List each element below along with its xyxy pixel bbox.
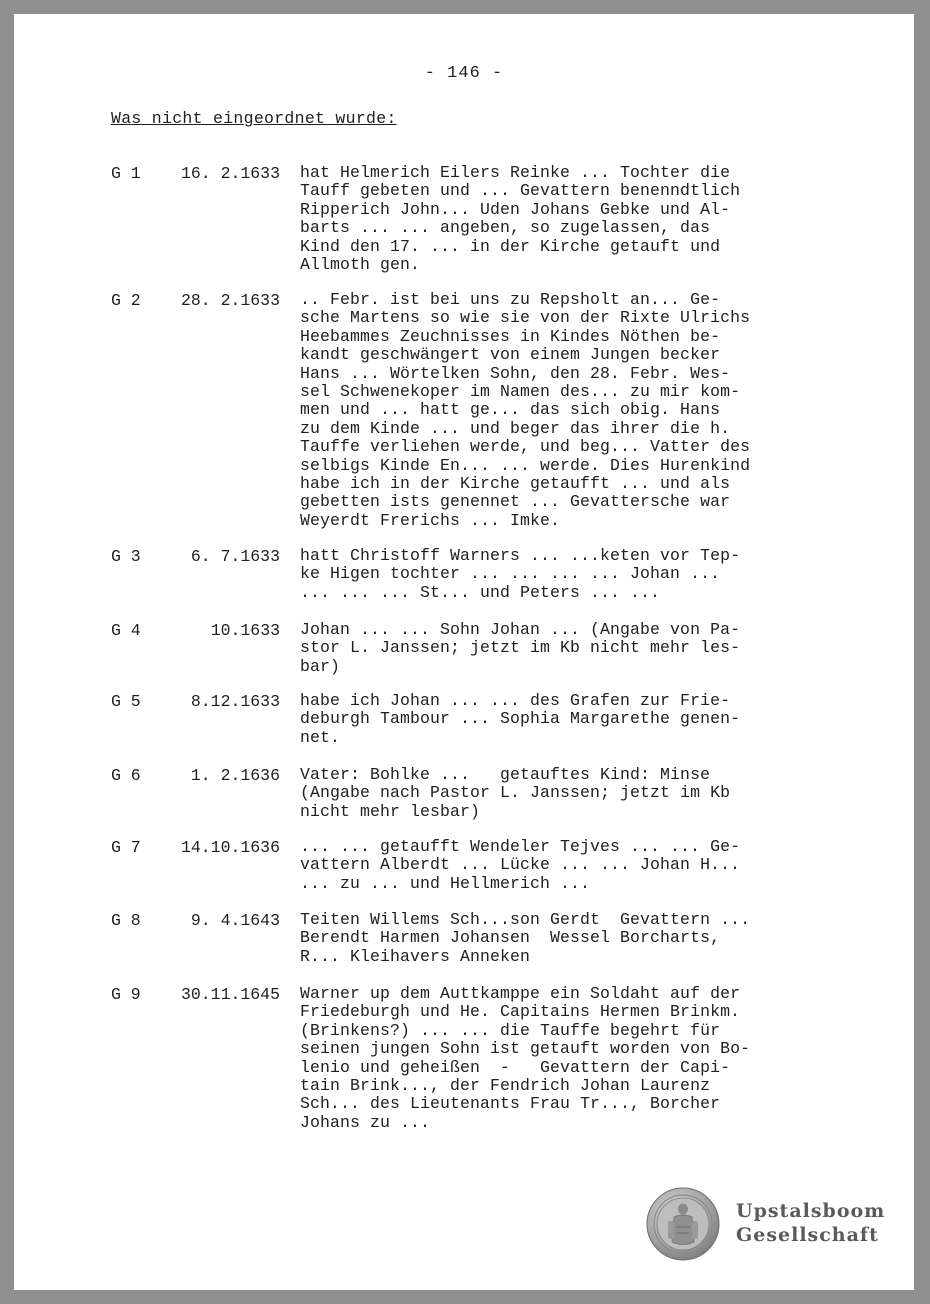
text-line: (Angabe nach Pastor L. Janssen; jetzt im Kb bbox=[300, 783, 731, 803]
text-line: bar) bbox=[300, 656, 341, 676]
text-line: hatt Christoff Warners ... ...keten vor Tep- bbox=[300, 546, 741, 565]
society-seal-icon bbox=[646, 1187, 720, 1261]
text-line: (Brinkens?) ... ... die Tauffe begehrt für bbox=[300, 1020, 721, 1040]
entry-text bbox=[300, 985, 810, 1132]
text-line: Allmoth gen. bbox=[300, 255, 421, 275]
entry-id: G 6 bbox=[111, 766, 141, 785]
entry-date: 8.12.1633 bbox=[190, 692, 280, 711]
entry-text bbox=[300, 911, 810, 966]
text-line: Kind den 17. ... in der Kirche getauft und bbox=[300, 236, 721, 256]
text-line: Sch... des Lieutenants Frau Tr..., Borcher bbox=[300, 1094, 721, 1114]
text-line: seinen jungen Sohn ist getauft worden von Bo- bbox=[300, 1039, 751, 1059]
text-line: Ripperich John... Uden Johans Gebke und Al- bbox=[300, 199, 731, 219]
entry-id: G 3 bbox=[111, 547, 141, 566]
entry-id: G 4 bbox=[111, 621, 141, 640]
text-line: Berendt Harmen Johansen Wessel Borcharts, bbox=[300, 928, 721, 948]
text-line: Tauff gebeten und ... Gevattern benenndtlich bbox=[300, 181, 741, 201]
entry-date: 30.11.1645 bbox=[180, 985, 280, 1004]
text-line: Teiten Willems Sch...son Gerdt Gevattern ... bbox=[300, 910, 751, 929]
document-page bbox=[14, 14, 914, 1290]
page-number: - 146 - bbox=[424, 64, 504, 83]
text-line: hat Helmerich Eilers Reinke ... Tochter die bbox=[300, 163, 731, 182]
text-line: selbigs Kinde En... ... werde. Dies Hurenkind bbox=[300, 455, 751, 475]
entry-date: 1. 2.1636 bbox=[190, 766, 280, 785]
text-line: stor L. Janssen; jetzt im Kb nicht mehr les- bbox=[300, 638, 741, 658]
entry-id: G 1 bbox=[111, 164, 141, 183]
text-line: gebetten ists genennet ... Gevattersche war bbox=[300, 492, 731, 512]
text-line: ... zu ... und Hellmerich ... bbox=[300, 873, 591, 893]
text-line: Tauffe verliehen werde, und beg... Vatter des bbox=[300, 437, 751, 457]
text-line: Johans zu ... bbox=[300, 1112, 431, 1132]
entry-text bbox=[300, 766, 810, 821]
text-line: habe ich in der Kirche getaufft ... und als bbox=[300, 474, 731, 494]
text-line: Vater: Bohlke ... getauftes Kind: Minse bbox=[300, 765, 711, 784]
society-name-line1: Upstalsboom bbox=[736, 1200, 886, 1222]
entry-date: 16. 2.1633 bbox=[180, 164, 280, 183]
text-line: ... ... getaufft Wendeler Tejves ... ... Ge- bbox=[300, 837, 741, 856]
entry-date: 28. 2.1633 bbox=[180, 291, 280, 310]
text-line: men und ... hatt ge... das sich obig. Hans bbox=[300, 400, 721, 420]
text-line: habe ich Johan ... ... des Grafen zur Frie- bbox=[300, 691, 731, 710]
society-name bbox=[736, 1199, 885, 1247]
society-name-line2: Gesellschaft bbox=[736, 1224, 879, 1246]
entry-text bbox=[300, 164, 810, 274]
society-watermark bbox=[646, 1187, 886, 1267]
entry-text bbox=[300, 547, 810, 602]
text-line: barts ... ... angeben, so zugelassen, das bbox=[300, 218, 711, 238]
entry-text bbox=[300, 621, 810, 676]
text-line: net. bbox=[300, 727, 341, 747]
text-line: R... Kleihavers Anneken bbox=[300, 946, 531, 966]
text-line: Johan ... ... Sohn Johan ... (Angabe von Pa- bbox=[300, 620, 741, 639]
text-line: Warner up dem Auttkamppe ein Soldaht auf der bbox=[300, 984, 741, 1003]
text-line: Friedeburgh und He. Capitains Hermen Brinkm. bbox=[300, 1002, 741, 1022]
entry-date: 14.10.1636 bbox=[180, 838, 280, 857]
text-line: ... ... ... St... und Peters ... ... bbox=[300, 582, 661, 602]
text-line: zu dem Kinde ... und beger das ihrer die h. bbox=[300, 418, 731, 438]
text-line: Hans ... Wörtelken Sohn, den 28. Febr. Wes- bbox=[300, 363, 731, 383]
entry-date: 10.1633 bbox=[210, 621, 280, 640]
text-line: ke Higen tochter ... ... ... ... Johan ... bbox=[300, 564, 721, 584]
text-line: tain Brink..., der Fendrich Johan Laurenz bbox=[300, 1076, 711, 1096]
text-line: Weyerdt Frerichs ... Imke. bbox=[300, 510, 561, 530]
text-line: lenio und geheißen - Gevattern der Capi- bbox=[300, 1057, 731, 1077]
text-line: Heebammes Zeuchnisses in Kindes Nöthen be- bbox=[300, 326, 721, 346]
text-line: deburgh Tambour ... Sophia Margarethe genen- bbox=[300, 709, 741, 729]
entry-text bbox=[300, 291, 810, 530]
section-heading: Was nicht eingeordnet wurde: bbox=[111, 109, 397, 128]
text-line: sche Martens so wie sie von der Rixte Ulrichs bbox=[300, 308, 751, 328]
entry-id: G 2 bbox=[111, 291, 141, 310]
text-line: sel Schwenekoper im Namen des... zu mir kom- bbox=[300, 382, 741, 402]
entry-id: G 8 bbox=[111, 911, 141, 930]
entry-date: 6. 7.1633 bbox=[190, 547, 280, 566]
text-line: nicht mehr lesbar) bbox=[300, 801, 481, 821]
text-line: .. Febr. ist bei uns zu Repsholt an... Ge- bbox=[300, 290, 721, 309]
entry-id: G 9 bbox=[111, 985, 141, 1004]
entry-date: 9. 4.1643 bbox=[190, 911, 280, 930]
entry-text bbox=[300, 838, 810, 893]
entry-id: G 5 bbox=[111, 692, 141, 711]
entry-text bbox=[300, 692, 810, 747]
text-line: vattern Alberdt ... Lücke ... ... Johan H... bbox=[300, 855, 741, 875]
entry-id: G 7 bbox=[111, 838, 141, 857]
text-line: kandt geschwängert von einem Jungen becker bbox=[300, 345, 721, 365]
